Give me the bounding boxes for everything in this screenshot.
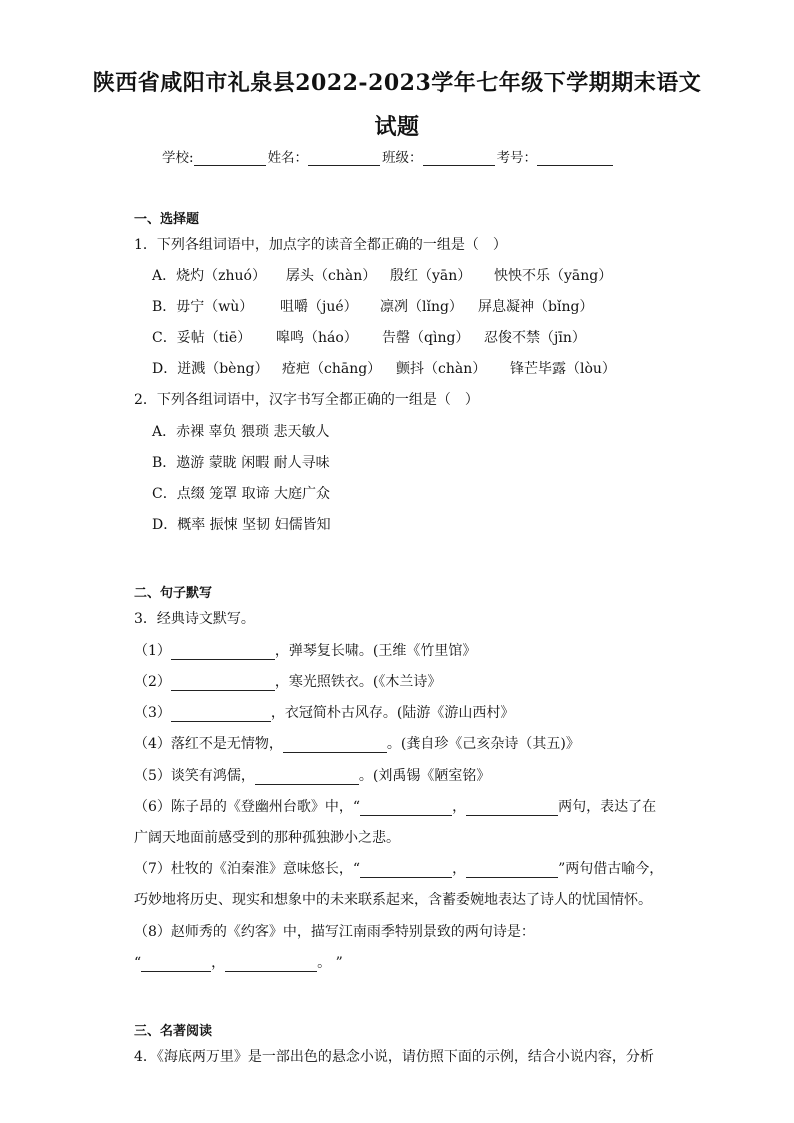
answer-blank[interactable] xyxy=(171,707,271,722)
class-label: 班级： xyxy=(382,150,423,166)
q1-option-c: C．妥帖（tiē） 嗥鸣（háo） 告罄（qìng） 忍俊不禁（jīn） xyxy=(152,330,586,346)
name-field[interactable] xyxy=(308,151,380,166)
recite-item-7-cont: 巧妙地将历史、现实和想象中的未来联系起来，含蓄委婉地表达了诗人的忧国情怀。 xyxy=(134,892,652,908)
section-heading-recitation: 二、句子默写 xyxy=(134,586,213,601)
q2-option-a: A．赤裸 辜负 猥琐 悲天敏人 xyxy=(152,424,330,440)
answer-blank[interactable] xyxy=(466,863,558,878)
answer-blank[interactable] xyxy=(255,770,359,785)
recite-item-1: （1） ，弹琴复长啸。(王维《竹里馆》 xyxy=(134,643,477,659)
answer-blank[interactable] xyxy=(141,957,211,972)
school-field[interactable] xyxy=(194,151,266,166)
class-field[interactable] xyxy=(423,151,495,166)
q2-option-b: B．遨游 蒙眬 闲暇 耐人寻味 xyxy=(152,455,330,471)
question-1-stem: 1．下列各组词语中，加点字的读音全都正确的一组是（ ） xyxy=(134,237,507,253)
answer-blank[interactable] xyxy=(225,957,317,972)
answer-blank[interactable] xyxy=(171,676,275,691)
recite-item-6-cont: 广阔天地面前感受到的那种孤独渺小之悲。 xyxy=(134,830,400,846)
q2-option-d: D．概率 振悚 坚韧 妇儒皆知 xyxy=(152,517,331,533)
answer-blank[interactable] xyxy=(171,645,275,660)
student-info-row xyxy=(162,146,615,166)
recite-item-6: （6）陈子昂的《登幽州台歌》中，“ ， 两句，表达了在 xyxy=(134,799,657,815)
number-field[interactable] xyxy=(537,151,613,166)
school-label: 学校: xyxy=(162,150,194,166)
answer-blank[interactable] xyxy=(360,863,452,878)
number-label: 考号： xyxy=(496,150,538,166)
question-4-stem: 4．《海底两万里》是一部出色的悬念小说，请仿照下面的示例，结合小说内容，分析 xyxy=(134,1049,654,1065)
page-title-line2: 试题 xyxy=(374,114,420,140)
page-title-line1: 陕西省咸阳市礼泉县2022-2023学年七年级下学期期末语文 xyxy=(92,70,702,96)
recite-item-8-blanks: “ ， 。 ” xyxy=(134,955,343,971)
recite-item-2: （2） ，寒光照铁衣。(《木兰诗》 xyxy=(134,674,442,690)
recite-item-3: （3） ，衣冠简朴古风存。(陆游《游山西村》 xyxy=(134,705,515,721)
recite-item-5: （5）谈笑有鸿儒， 。(刘禹锡《陋室铭》 xyxy=(134,768,491,784)
q1-option-a: A．烧灼（zhuó） 孱头（chàn） 殷红（yān） 怏怏不乐（yāng） xyxy=(152,268,613,284)
recite-item-8: （8）赵师秀的《约客》中，描写江南雨季特别景致的两句诗是： xyxy=(134,924,535,940)
answer-blank[interactable] xyxy=(283,738,387,753)
section-heading-classics: 三、名著阅读 xyxy=(134,1024,213,1039)
name-label: 姓名： xyxy=(267,150,309,166)
answer-blank[interactable] xyxy=(360,801,452,816)
question-3-stem: 3．经典诗文默写。 xyxy=(134,611,255,627)
recite-item-7: （7）杜牧的《泊秦淮》意味悠长，“ ， ”两句借古喻今， xyxy=(134,861,664,877)
q1-option-d: D．迸溅（bèng） 疮疤（chāng） 颤抖（chàn） 锋芒毕露（lòu） xyxy=(152,361,616,377)
section-heading-choice: 一、选择题 xyxy=(134,212,200,227)
answer-blank[interactable] xyxy=(466,801,558,816)
q1-option-b: B．毋宁（wù） 咀嚼（jué） 凛冽（lǐng） 屏息凝神（bǐng） xyxy=(152,299,594,315)
question-2-stem: 2．下列各组词语中，汉字书写全都正确的一组是（ ） xyxy=(134,392,479,408)
recite-item-4: （4）落红不是无情物， 。(龚自珍《己亥杂诗（其五)》 xyxy=(134,736,580,752)
q2-option-c: C．点缀 笼罩 取谛 大庭广众 xyxy=(152,486,331,502)
